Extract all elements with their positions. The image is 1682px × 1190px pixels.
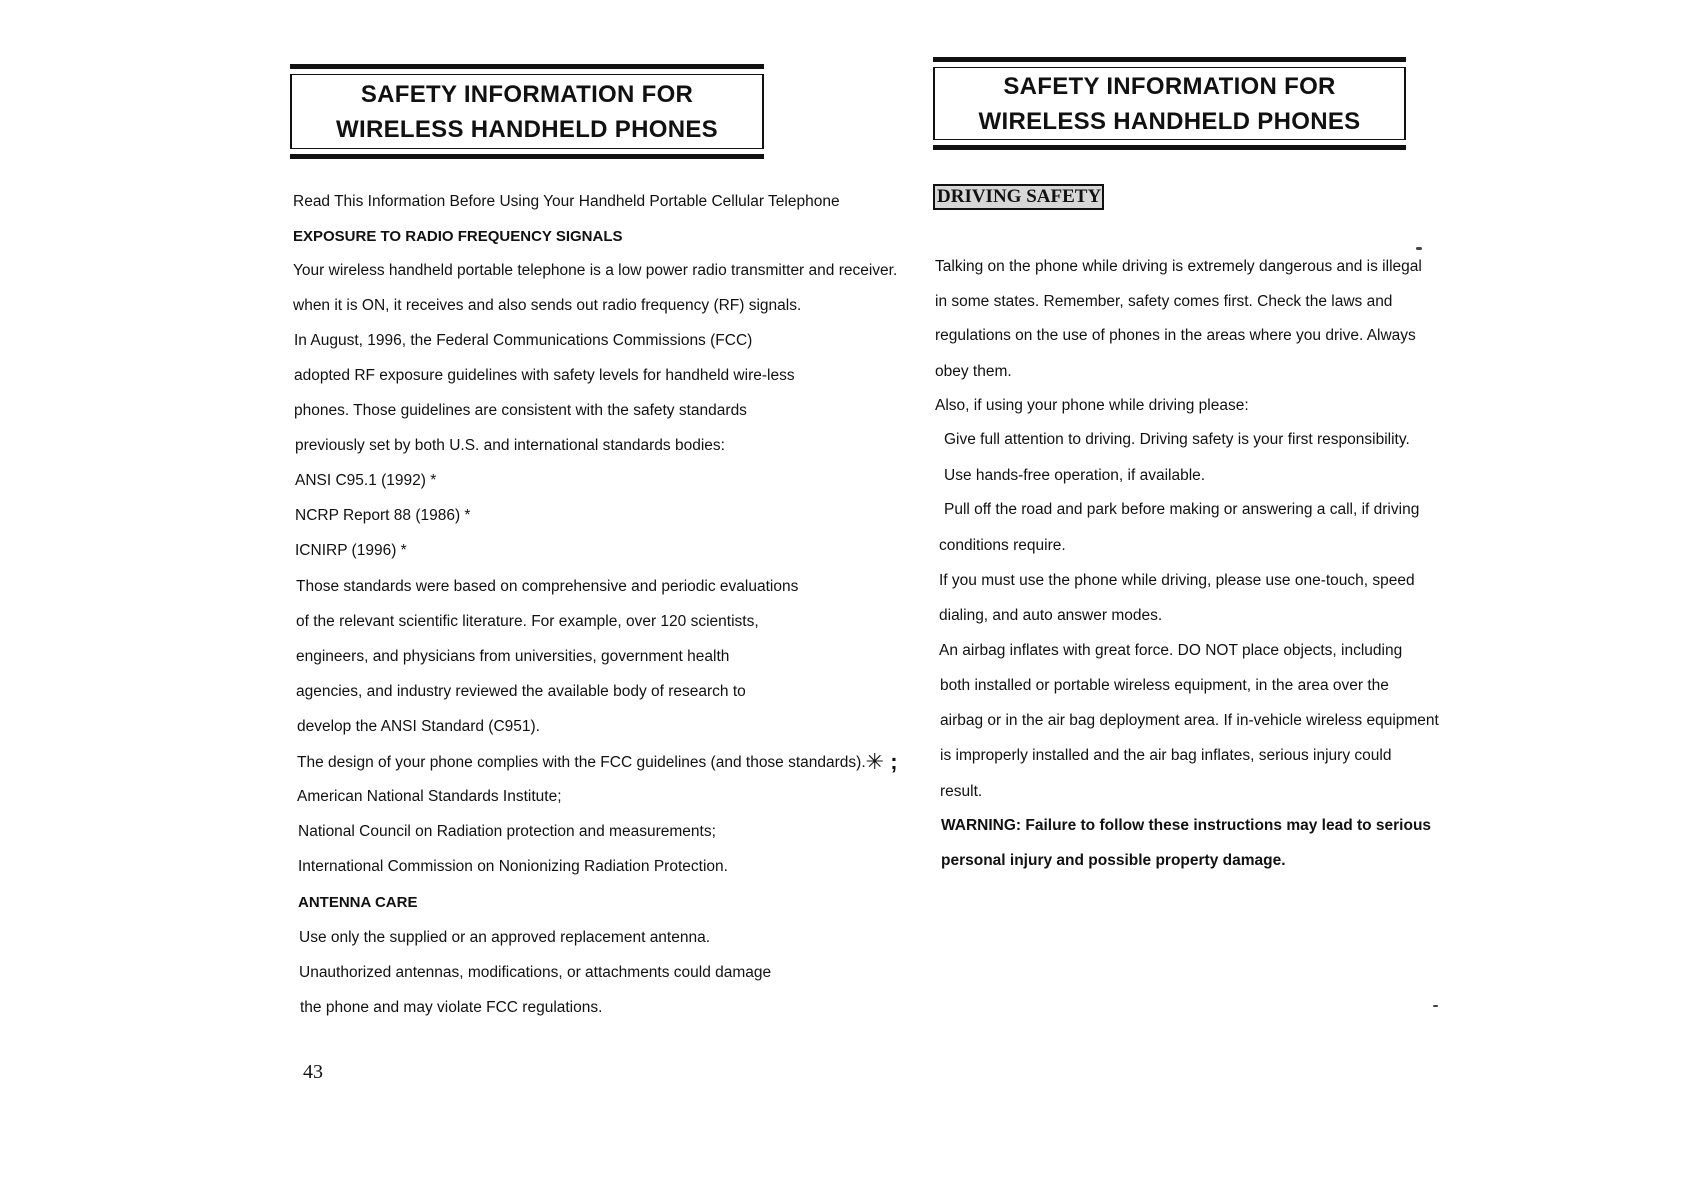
intro-line: Read This Information Before Using Your Handheld Portable Cellular Telephone <box>293 193 840 210</box>
paragraph-line: when it is ON, it receives and also sends out radio frequency (RF) signals. <box>293 297 802 314</box>
paragraph-line: obey them. <box>935 363 1012 380</box>
warning-line: personal injury and possible property damage. <box>941 852 1286 869</box>
paragraph-line: result. <box>940 783 983 800</box>
paragraph-line: engineers, and physicians from universities, government health <box>296 648 730 665</box>
paragraph-line: adopted RF exposure guidelines with safety levels for handheld wire-less <box>294 367 795 384</box>
paragraph-line: both installed or portable wireless equipment, in the area over the <box>940 677 1389 694</box>
right-title-line-2: WIRELESS HANDHELD PHONES <box>978 107 1361 135</box>
paragraph-line: regulations on the use of phones in the areas where you drive. Always <box>935 327 1416 344</box>
tip-item: Pull off the road and park before making or answering a call, if driving <box>944 501 1420 518</box>
paragraph-line: Use only the supplied or an approved replacement antenna. <box>299 929 711 946</box>
paragraph-line: Talking on the phone while driving is extremely dangerous and is illegal <box>935 258 1422 275</box>
left-page-title-box <box>290 64 764 159</box>
standard-item: ICNIRP (1996) * <box>295 542 407 559</box>
tip-item: Use hands-free operation, if available. <box>944 467 1206 484</box>
paragraph-line: of the relevant scientific literature. For example, over 120 scientists, <box>296 613 759 630</box>
scan-speck <box>1416 247 1422 250</box>
paragraph-line: agencies, and industry reviewed the available body of research to <box>296 683 746 700</box>
paragraph-line: Those standards were based on comprehensive and periodic evaluations <box>296 578 799 595</box>
standard-item: ANSI C95.1 (1992) * <box>295 472 437 489</box>
paragraph-line: is improperly installed and the air bag inflates, serious injury could <box>940 747 1392 764</box>
left-title-line-2: WIRELESS HANDHELD PHONES <box>336 115 718 143</box>
compliance-line <box>297 749 898 774</box>
asterisk-marker: ✳ ; <box>865 749 898 774</box>
paragraph-line: the phone and may violate FCC regulations. <box>300 999 603 1016</box>
paragraph-line: airbag or in the air bag deployment area. If in-vehicle wireless equipment <box>940 712 1439 729</box>
paragraph-line: dialing, and auto answer modes. <box>939 607 1163 624</box>
paragraph-line: In August, 1996, the Federal Communications Commissions (FCC) <box>294 332 753 349</box>
compliance-text: The design of your phone complies with the FCC guidelines (and those standards). <box>297 754 866 771</box>
paragraph-line: Also, if using your phone while driving please: <box>935 397 1249 414</box>
paragraph-line: in some states. Remember, safety comes first. Check the laws and <box>935 293 1393 310</box>
paragraph-line: phones. Those guidelines are consistent with the safety standards <box>294 402 747 419</box>
right-title-line-1: SAFETY INFORMATION FOR <box>1003 72 1336 100</box>
paragraph-line: Unauthorized antennas, modifications, or attachments could damage <box>299 964 772 981</box>
footnote-line: American National Standards Institute; <box>297 788 562 805</box>
tip-item: Give full attention to driving. Driving safety is your first responsibility. <box>944 431 1410 448</box>
paragraph-line: previously set by both U.S. and international standards bodies: <box>295 437 725 454</box>
paragraph-line: An airbag inflates with great force. DO NOT place objects, including <box>939 642 1403 659</box>
right-page-title-box <box>933 57 1406 150</box>
antenna-care-heading: ANTENNA CARE <box>298 894 418 911</box>
left-title-line-1: SAFETY INFORMATION FOR <box>360 80 694 108</box>
warning-line: WARNING: Failure to follow these instructions may lead to serious <box>941 817 1432 834</box>
standard-item: NCRP Report 88 (1986) * <box>295 507 471 524</box>
driving-safety-label: DRIVING SAFETY <box>933 184 1104 210</box>
footnote-line: International Commission on Nonionizing Radiation Protection. <box>298 858 728 875</box>
paragraph-line: If you must use the phone while driving, please use one-touch, speed <box>939 572 1415 589</box>
paragraph-line: Your wireless handheld portable telephone is a low power radio transmitter and receiver. <box>293 262 898 279</box>
exposure-heading: EXPOSURE TO RADIO FREQUENCY SIGNALS <box>293 228 623 245</box>
scan-speck <box>1433 1005 1438 1007</box>
page-number: 43 <box>303 1061 323 1083</box>
paragraph-line: develop the ANSI Standard (C951). <box>297 718 540 735</box>
tip-item-continued: conditions require. <box>939 537 1066 554</box>
footnote-line: National Council on Radiation protection and measurements; <box>298 823 716 840</box>
